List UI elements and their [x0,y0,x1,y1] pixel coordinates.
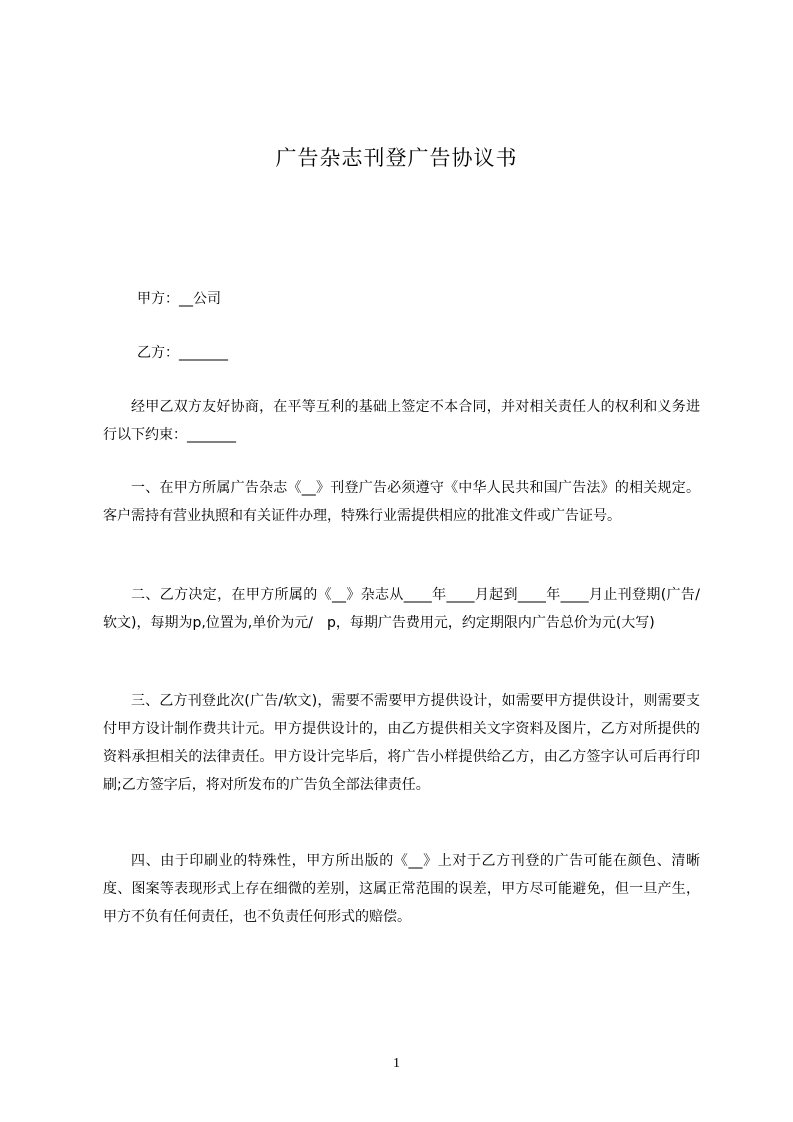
party-a-line: 甲方：__公司 [137,291,221,307]
party-b-line: 乙方：_______ [137,345,228,361]
clause-1-paragraph: 一、在甲方所属广告杂志《__》刊登广告必须遵守《中华人民共和国广告法》的相关规定。客户需持有营业执照和有关证件办理，特殊行业需提供相应的批准文件或广告证号。 [103,480,700,524]
clause-4-paragraph: 四、由于印刷业的特殊性，甲方所出版的《__》上对于乙方刊登的广告可能在颜色、清晰度、图案等表现形式上存在细微的差别，这属正常范围的误差，甲方尽可能避免，但一旦产生，甲方不负有任何责任，也不负责任何形式的赔偿。 [103,853,700,925]
intro-paragraph: 经甲乙双方友好协商，在平等互利的基础上签定不本合同，并对相关责任人的权利和义务进行以下约束：_______ [103,399,700,443]
clause-3-paragraph: 三、乙方刊登此次(广告/软文)，需要不需要甲方提供设计，如需要甲方提供设计，则需要支付甲方设计制作费共计元。甲方提供设计的，由乙方提供相关文字资料及图片，乙方对所提供的资料承担相关的法律责任。甲方设计完毕后，将广告小样提供给乙方，由乙方签字认可后再行印刷;乙方签字后，将对所发布的广告负全部法律责任。 [103,693,700,793]
page-number: 1 [393,1056,400,1071]
document-title: 广告杂志刊登广告协议书 [275,146,518,170]
clause-2-paragraph: 二、乙方决定，在甲方所属的《__》杂志从____年____月起到____年____月止刊登期(广告/软文)，每期为p,位置为,单价为元/ p，每期广告费用元，约定期限内广告总价为元(大写) [103,587,700,631]
